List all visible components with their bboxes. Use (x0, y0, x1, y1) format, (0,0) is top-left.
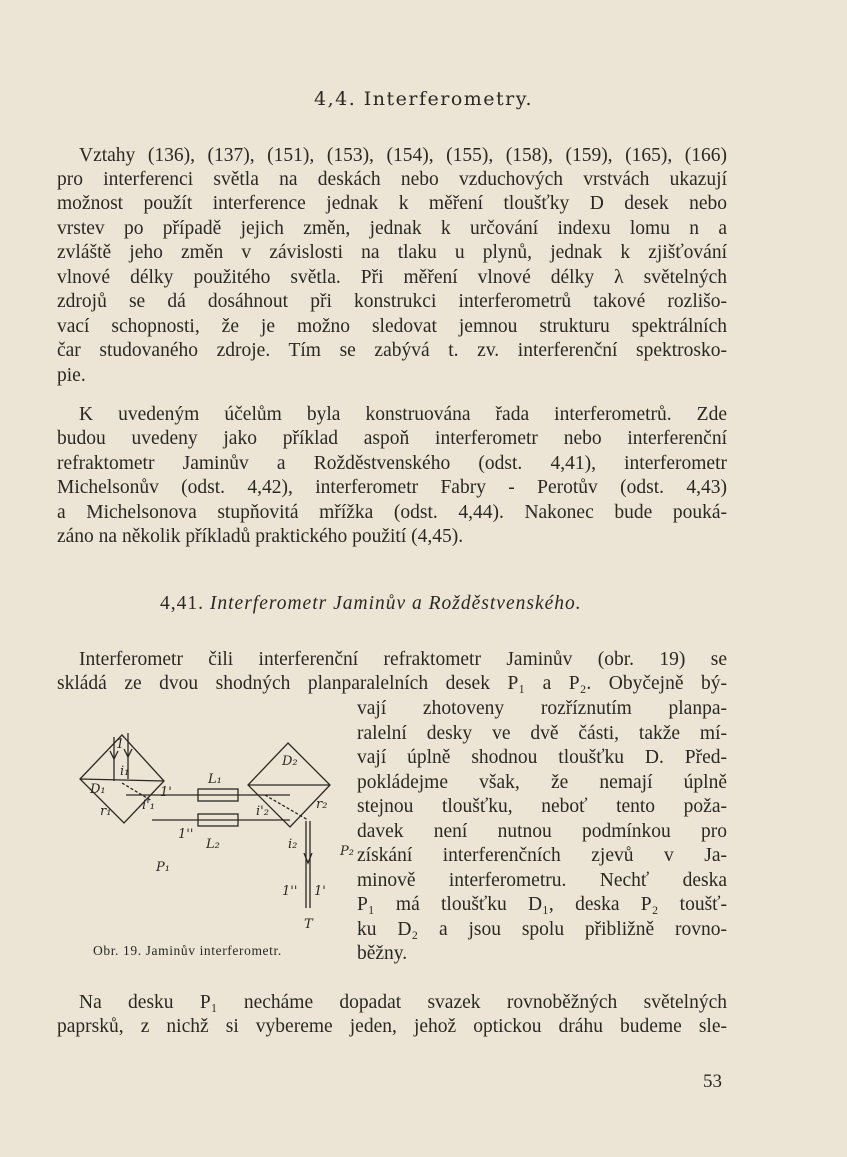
label-refr-r1: r₁ (100, 804, 112, 819)
para2-line: K uvedeným účelům byla konstruována řada interferometrů. Zde (79, 404, 727, 425)
intro-line: zvláště jeho změn v závislosti na tlaku u plynů, jednak k zjišťování (57, 242, 727, 263)
section-line: Interferometr čili interferenční refraktometr Jaminův (obr. 19) se (79, 649, 727, 670)
wrap-line: získání interferenčních zjevů v Ja- (357, 845, 727, 866)
label-angle-i1: i₁ (120, 764, 130, 779)
label-plate-d2: D₂ (282, 754, 298, 769)
label-ray-1pp: 1'' (178, 827, 194, 842)
para2-line: Michelsonův (odst. 4,42), interferometr Fabry - Perotův (odst. 4,43) (57, 477, 727, 498)
figure-caption: Obr. 19. Jaminův interferometr. (93, 943, 282, 958)
wrap-line: pokládejme však, že nemají úplně (357, 772, 727, 793)
plate-p1-inner (80, 779, 164, 781)
wrap-line: P₁ má tloušťku D₁, deska P₂ toušť- (357, 894, 727, 915)
label-incident-1: 1 (116, 737, 125, 752)
intro-line: vrstev po případě jejich změn, jednak k určování indexu lomu n a (57, 218, 727, 239)
label-refr-r2: r₂ (316, 797, 328, 812)
label-angle-i1p: i'₁ (142, 798, 155, 813)
para2-line: budou uvedeny jako příklad aspoň interferometr nebo interferenční (57, 428, 727, 449)
intro-line: pro interferenci světla na deskách nebo vzduchových vrstvách ukazují (57, 169, 727, 190)
ray-inside-p2 (265, 795, 308, 820)
wrap-line: ralelní desky ve dvě části, takže mí- (357, 723, 727, 744)
intro-line: čar studovaného zdroje. Tím se zabývá t. zv. interferenční spektrosko- (57, 340, 727, 361)
intro-line: zdrojů se dá dosáhnout při konstrukci interferometrů takové rozlišo- (57, 291, 727, 312)
para2-line: refraktometr Jaminův a Rožděstvenského (odst. 4,41), interferometr (57, 453, 727, 474)
label-plate-d1: D₁ (90, 782, 106, 797)
page-number: 53 (703, 1071, 722, 1092)
label-tube-l1: L₁ (208, 772, 222, 787)
jamin-interferometer-figure (60, 723, 360, 938)
wrap-line: davek není nutnou podmínkou pro (357, 821, 727, 842)
intro-line: Vztahy (136), (137), (151), (153), (154), (155), (158), (159), (165), (166) (79, 145, 727, 166)
label-tube-l2: L₂ (206, 837, 220, 852)
wrap-line: ku D₂ a jsou spolu přibližně rovno- (357, 919, 727, 940)
section-heading: 4,4. Interferometry. (313, 88, 534, 110)
label-plate-p2: P₂ (340, 844, 354, 859)
label-out-1pp: 1'' (282, 884, 298, 899)
section-line: skládá ze dvou shodných planparalelních desek P₁ a P₂. Obyčejně bý- (57, 673, 727, 694)
label-output-t: T (304, 917, 313, 932)
closing-line: Na desku P₁ necháme dopadat svazek rovnoběžných světelných (79, 992, 727, 1013)
wrap-line: stejnou tloušťku, neboť tento poža- (357, 796, 727, 817)
arrow-exit (304, 853, 312, 863)
subsection-title: Interferometr Jaminův a Rožděstvenského. (209, 593, 582, 614)
intro-line: pie. (57, 365, 86, 386)
label-angle-i2: i₂ (288, 837, 298, 852)
wrap-line: běžny. (357, 943, 408, 964)
para2-line: a Michelsonova stupňovitá mřížka (odst. 4,44). Nakonec bude pouká- (57, 502, 727, 523)
label-ray-1p: 1' (160, 785, 172, 800)
intro-line: vlnové délky použitého světla. Při měření vlnové délky λ světelných (57, 267, 727, 288)
label-out-1p: 1' (314, 884, 326, 899)
label-plate-p1: P₁ (156, 860, 170, 875)
wrap-line: vají zhotoveny rozříznutím planpa- (357, 698, 727, 719)
wrap-line: vají úplně shodnou tloušťku D. Před- (357, 747, 727, 768)
para2-line: záno na několik příkladů praktického použití (4,45). (57, 526, 464, 547)
intro-line: vací schopnosti, že je možno sledovat jemnou strukturu spektrálních (57, 316, 727, 337)
intro-line: možnost použít interference jednak k měření tloušťky D desek nebo (57, 193, 727, 214)
subsection-heading (160, 593, 582, 615)
closing-line: paprsků, z nichž si vybereme jeden, jehož optickou dráhu budeme sle- (57, 1016, 727, 1037)
label-angle-i2p: i'₂ (256, 804, 269, 819)
wrap-line: minově interferometru. Nechť deska (357, 870, 727, 891)
subsection-number: 4,41. (160, 593, 204, 614)
